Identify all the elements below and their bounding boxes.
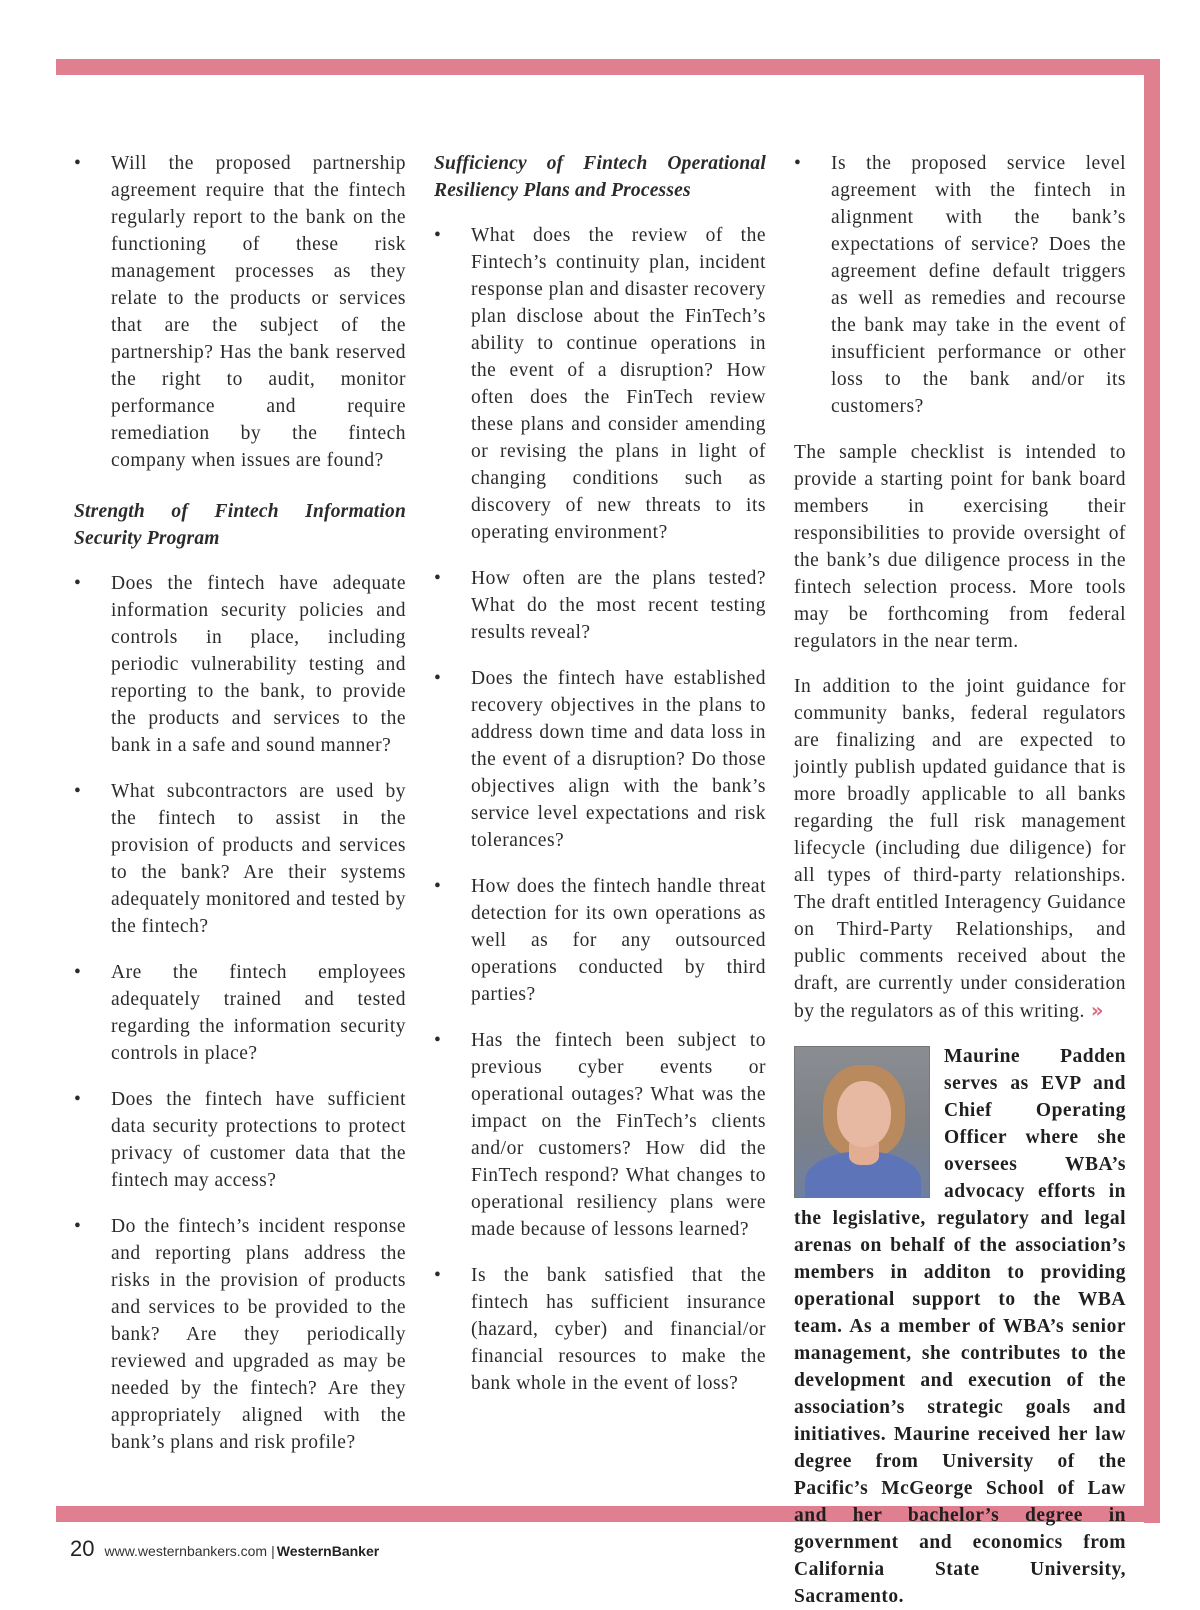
list-item-text: What does the review of the Fintech’s continuity plan, incident response plan and disaster recovery plan disclose about the FinTech’s ability to continue operations in the event of a disruption? How often does the FinTech review these plans and consider amending or revising the plans in light of changing conditions such as discovery of new threats to its operating environment? (471, 225, 766, 543)
column-2 (434, 150, 766, 1416)
list-item-text: What subcontractors are used by the fintech to assist in the provision of products and services to the bank? Are their systems adequately monitored and tested by the fintech? (111, 781, 406, 937)
page-number: 20 (70, 1536, 95, 1561)
list-item (74, 570, 406, 759)
list-item-text: Does the fintech have established recovery objectives in the plans to address down time and data loss in the event of a disruption? Do those objectives align with the bank’s service level expectations and risk tolerances? (471, 668, 766, 851)
list-item-text: How often are the plans tested? What do the most recent testing results reveal? (471, 568, 766, 643)
column-3 (794, 150, 1126, 1610)
author-bio (794, 1043, 1126, 1610)
list-item (74, 959, 406, 1067)
list-item-text: Are the fintech employees adequately trained and tested regarding the information security controls in place? (111, 962, 406, 1064)
checklist-resiliency (434, 222, 766, 1397)
list-item (74, 1213, 406, 1456)
list-item (74, 150, 406, 474)
frame-right-border (1144, 59, 1160, 1523)
author-photo (794, 1046, 930, 1198)
list-item (434, 222, 766, 546)
bullet-icon: • (434, 1265, 442, 1286)
list-item (74, 1086, 406, 1194)
frame-top-border (56, 59, 1160, 75)
list-item (434, 665, 766, 854)
publication-name: WesternBanker (276, 1543, 380, 1559)
body-paragraph-text: In addition to the joint guidance for community banks, federal regulators are finalizing and are expected to jointly publish updated guidance that is more broadly applicable to all banks regarding the full risk management lifecycle (including due diligence) for all types of third-party relationships. The draft entitled Interagency Guidance on Third-Party Relationships, and public comments received about the draft, are currently under consideration by the regulators as of this writing. (794, 676, 1126, 1022)
bullet-icon: • (74, 781, 82, 802)
bullet-icon: • (74, 153, 82, 174)
list-item-text: Will the proposed partnership agreement require that the fintech regularly report to the bank on the functioning of these risk management processes as they relate to the products or services that are the subject of the partnership? Has the bank reserved the right to audit, monitor performance and require remediation by the fintech company when issues are found? (111, 153, 406, 471)
section-heading-security: Strength of Fintech Information Security Program (74, 501, 406, 549)
list-item (434, 1027, 766, 1243)
bullet-icon: • (434, 668, 442, 689)
bullet-icon: • (434, 876, 442, 897)
body-paragraph-closing (794, 673, 1126, 1025)
footer-separator: | (271, 1543, 275, 1559)
bullet-icon: • (794, 153, 802, 174)
section-heading-resiliency: Sufficiency of Fintech Operational Resiliency Plans and Processes (434, 153, 766, 201)
bullet-icon: • (434, 225, 442, 246)
page-footer (70, 1536, 379, 1566)
list-item-text: Has the fintech been subject to previous cyber events or operational outages? What was the impact on the FinTech’s clients and/or customers? How did the FinTech respond? What changes to operational resiliency plans were made because of lessons learned? (471, 1030, 766, 1240)
column-1 (74, 150, 406, 1475)
list-item (794, 150, 1126, 420)
list-item-text: Do the fintech’s incident response and reporting plans address the risks in the provision of products and services to be provided to the bank? Are they periodically reviewed and upgraded as may be needed by the fintech? Are they appropriately aligned with the bank’s plans and risk profile? (111, 1216, 406, 1453)
list-item-text: Is the bank satisfied that the fintech has sufficient insurance (hazard, cyber) and financial/or financial resources to make the bank whole in the event of loss? (471, 1265, 766, 1394)
bullet-icon: • (74, 1089, 82, 1110)
checklist-security (74, 570, 406, 1456)
checklist-service-level (794, 150, 1126, 420)
bullet-icon: • (74, 1216, 82, 1237)
list-item-text: Is the proposed service level agreement with the fintech in alignment with the bank’s expectations of service? Does the agreement define default triggers as well as remedies and recourse the bank may take in the event of insufficient performance or other loss to the bank and/or its customers? (831, 153, 1126, 417)
end-of-article-icon: » (1090, 999, 1101, 1022)
bullet-icon: • (74, 962, 82, 983)
bullet-icon: • (434, 1030, 442, 1051)
list-item-text: Does the fintech have sufficient data security protections to protect privacy of customer data that the fintech may access? (111, 1089, 406, 1191)
bullet-icon: • (434, 568, 442, 589)
list-item (434, 873, 766, 1008)
bullet-icon: • (74, 573, 82, 594)
checklist-intro (74, 150, 406, 474)
body-paragraph: The sample checklist is intended to provide a starting point for bank board members in exercising their responsibilities to provide oversight of the bank’s due diligence process in the fintech selection process. More tools may be forthcoming from federal regulators in the near term. (794, 442, 1126, 652)
list-item-text: How does the fintech handle threat detection for its own operations as well as for any outsourced operations conducted by third parties? (471, 876, 766, 1005)
author-bio-text: Maurine Padden serves as EVP and Chief Operating Officer where she oversees WBA’s advocacy efforts in the legislative, regulatory and legal arenas on behalf of the association’s members in additon to providing operational support to the WBA team. As a member of WBA’s senior management, she contributes to the development and execution of the association’s strategic goals and initiatives. Maurine received her law degree from University of the Pacific’s McGeorge School of Law and her bachelor’s degree in government and economics from California State University, Sacramento. (794, 1046, 1126, 1607)
list-item (434, 1262, 766, 1397)
list-item (74, 778, 406, 940)
list-item-text: Does the fintech have adequate information security policies and controls in place, including periodic vulnerability testing and reporting to the bank, to provide the products and services to the bank in a safe and sound manner? (111, 573, 406, 756)
list-item (434, 565, 766, 646)
site-url-link[interactable]: www.westernbankers.com (104, 1543, 268, 1559)
